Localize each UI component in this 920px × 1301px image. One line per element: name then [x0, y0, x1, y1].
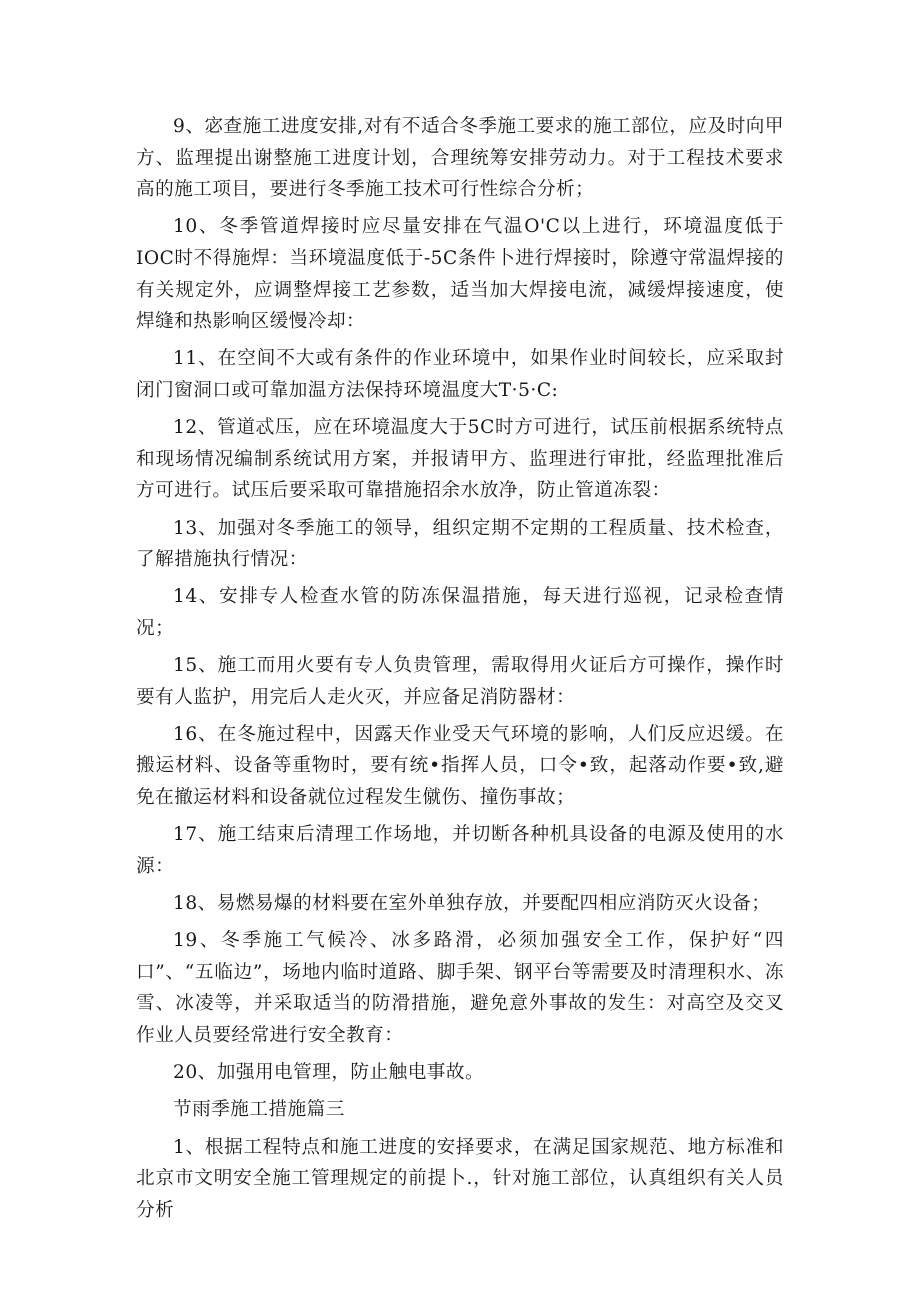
paragraph-17: 17、施工结束后清理工作场地，并切断各种机具设备的电源及使用的水源： [136, 824, 784, 877]
paragraph-9: 9、宓查施工进度安排,对有不适合冬季施工要求的施工部位，应及时向甲方、监理提出谢整施工进度计划，合理统筹安排劳动力。对于工程技术要求高的施工项目，要进行冬季施工技术可行性综合分析； [136, 116, 784, 201]
paragraph-13: 13、加强对冬季施工的领导，组织定期不定期的工程质量、技术检查，了解措施执行情况： [136, 517, 784, 571]
paragraph-20: 20、加强用电管理，防止触电事故。 [173, 1062, 485, 1084]
paragraph-16: 16、在冬施过程中，因露天作业受天气环境的影响，人们反应迟缓。在搬运材料、设备等重物时，要有统•指挥人员，口令•致，起落动作要•致,避免在撤运材料和设备就位过程发生僦伤、撞伤事故； [136, 723, 784, 809]
document-page [136, 111, 784, 1232]
paragraph-15: 15、施工而用火要有专人负贵管理，需取得用火证后方可操作，操作时要有人监护，用完后人走火灭，并应备足消防器材： [136, 655, 784, 708]
paragraph-10: 10、冬季管道焊接时应尽量安排在气温O'C以上进行，环境温度低于IOC时不得施焊：当环境温度低于-5C条件卜进行焊接时，除遵守常温焊接的有关规定外，应调整焊接工艺参数，适当加大焊接电流，减缓焊接速度，使焊缝和热影响区缓慢冷却： [136, 216, 784, 333]
paragraph-12: 12、管道忒压，应在环境温度大于5C时方可进行，试压前根据系统特点和现场情况编制系统试用方案，并报请甲方、监理进行审批，经监理批准后方可进行。试压后要采取可靠措施招余水放净，防止管道冻裂： [136, 417, 784, 502]
paragraph-18: 18、易燃易爆的材料要在室外单独存放，并要配四相应消防灭火设备； [173, 893, 771, 914]
paragraph-14: 14、安排专人检查水管的防冻保温措施，每天进行巡视，记录检查情况； [136, 586, 784, 639]
section-heading: 节雨季施工措施篇三 [173, 1099, 345, 1121]
paragraph-19: 19、冬季施工气候冷、冰多路滑，必须加强安全工作，保护好“四口”、“五临边”，场地内临时道路、脚手架、钢平台等需要及时清理积水、冻雪、冰凌等，并采取适当的防滑措施，避免意外事故的发生：对高空及交叉作业人员要经常进行安全教育： [136, 930, 784, 1046]
section-paragraph-1: 1、根据工程特点和施工进度的安择要求，在满足国家规范、地方标准和北京市文明安全施工管理规定的前提卜.，针对施工部位，认真组织有关人员分析 [136, 1136, 784, 1221]
paragraph-11: 11、在空间不大或有条件的作业环境中，如果作业时间较长，应采取封闭门窗洞口或可靠加温方法保持环境温度大T·5·C: [136, 348, 784, 401]
